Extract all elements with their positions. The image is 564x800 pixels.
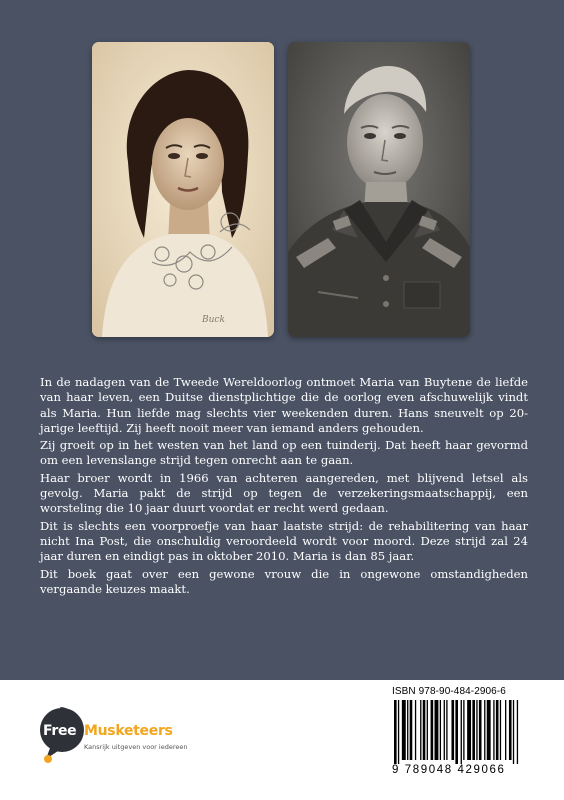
publisher-name-part1: Free [43,723,77,739]
barcode-bar [423,700,426,760]
barcode-bar [496,700,499,760]
barcode-bar [407,700,408,760]
blurb-paragraph-1: In de nadagen van de Tweede Wereldoorlog ontmoet Maria van Buytene de liefde van haar leven, een Duitse dienstplichtige die de oorlog even afschuwelijk vindt als Maria. Hun liefde mag slechts vier weekenden duren. Hans sneuvelt op 20-jarige leeftijd. Zij heeft nooit meer van iemand anders gehouden. [40,375,528,435]
barcode-bar [431,700,434,760]
barcode-bar [467,700,471,760]
publisher-tagline: Kansrijk uitgeven voor iedereen [84,743,188,751]
barcode-bar [444,700,445,760]
publisher-name-part2: Musketeers [84,723,173,739]
portrait-photo-soldier [288,42,470,337]
barcode-bar [513,700,514,764]
barcode-bar [493,700,494,760]
publisher-logo [38,703,238,763]
photographer-signature: Buck [202,315,225,325]
barcode-bar [484,700,485,760]
barcode-bar [517,700,518,764]
barcode-bar [455,700,458,764]
barcode-bar [451,700,454,760]
barcode-bar [410,700,413,760]
barcode-bar [415,700,416,760]
barcode-bar [479,700,482,760]
barcode-bar [461,700,462,764]
blurb-paragraph-4: Dit is slechts een voorproefje van haar laatste strijd: de rehabilitering van haar nicht Ina Post, die onschuldig veroordeeld wordt voor moord. Deze strijd zal 24 jaar duren en eindigt pas in oktober 2010. Maria is dan 85 jaar. [40,518,528,564]
blurb-paragraph-5: Dit boek gaat over een gewone vrouw die in ongewone omstandigheden vergaande keuzes maakt. [40,566,528,596]
barcode-bar [487,700,491,760]
blurb-paragraph-2: Zij groeit op in het westen van het land op een tuinderij. Dat heeft haar gevormd om een levenslange strijd tegen onrecht aan te gaan. [40,438,528,468]
barcode-digits: 9 789048 429066 [392,764,506,776]
barcode-bar [509,700,512,760]
barcode-bar [446,700,447,760]
barcode-bar [472,700,475,760]
barcode-bar [420,700,421,760]
barcode-bar [427,700,428,760]
barcode-bar [434,700,438,760]
barcode-bar [463,700,464,760]
barcode-image [394,700,522,764]
isbn-label: ISBN 978-90-484-2906-6 [392,686,506,697]
barcode-bar [476,700,477,760]
barcode-bar [402,700,406,760]
barcode-bar [394,700,397,764]
portrait-photo-woman [92,42,274,337]
blurb-paragraph-3: Haar broer wordt in 1966 van achteren aangereden, met blijvend letsel als gevolg. Maria pakt de strijd op tegen de verzekeringsmaatschappij, een worsteling die 10 jaar duurt voordat er recht werd gedaan. [40,470,528,516]
barcode-bar [500,700,501,760]
barcode-bar [398,700,399,764]
barcode-bar [505,700,506,760]
back-cover-blurb [40,375,528,599]
barcode-bar [440,700,441,760]
